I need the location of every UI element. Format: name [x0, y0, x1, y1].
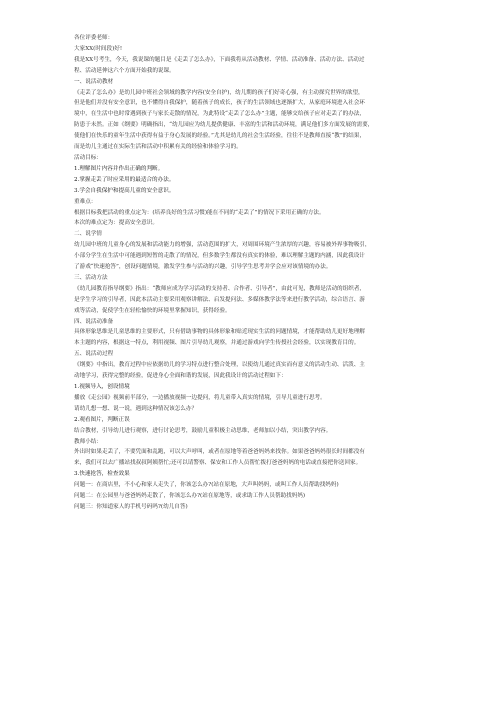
paragraph-line: 本次的难点定为：提高安全意识。 [74, 220, 158, 227]
greeting-line: 各位评委老师： [74, 35, 114, 41]
section-heading: 一、说活动教材 [74, 78, 114, 85]
question-line: 问题二：在公园里与爸爸妈妈走散了，你该怎么办?(站在原地等，或求助工作人员帮助找妈妈) [74, 493, 306, 500]
paragraph-line: 是学生学习的引导者，因此本活动主要采用观察讲解法、启发提问法、多媒体教学法等来进行教学活动，综合语言、游 [74, 296, 365, 303]
paragraph-line: 小部分学生在生活中可能遇到短暂的走散了的情况，但多数学生都没有真实的体验，难以理解主题的内涵，因此我设计 [74, 253, 365, 260]
paragraph-line: 播放《走公园》视频前半部分，一边播放视频一边提问，将儿童带入真实的情境，引导儿童进行思考。 [74, 394, 326, 401]
paragraph-line: 幼儿园中班的儿童身心的发展和活动能力的增强，活动范围的扩大，对周围环境产生浓厚的兴趣，容易被外界事物吸引， [74, 242, 371, 249]
section-heading: 五、说活动过程 [74, 351, 114, 358]
paragraph-line: 而是幼儿主通过在实际生活和活动中积累有关的经验和体验学习的。 [74, 144, 242, 151]
paragraph-line: 根据目标我把活动的重点定为：(培养良好的生活习惯)能在不同的“走丢了”的情况下采用正确的方法。 [74, 209, 325, 216]
question-line: 问题三：你知道家人的手机号码吗?(幼儿自答) [74, 503, 188, 510]
intro-line: 我是XX号考生，今天，我说课的题目是《走丢了怎么办》，下面我将从活动教材、学情、活动准备、活动方法、活动过 [74, 56, 365, 63]
list-item: 2.掌握走丢了时应采用的最适合的办法。 [74, 176, 175, 183]
paragraph-line: 本主题的内容，根据这一特点，利用视频、图片引导幼儿观察，并通过游戏向学生传授社会经验，以实现教育目的。 [74, 340, 360, 347]
paragraph-line: 防患于未然。正如《纲要》明确指出，“幼儿园应为幼儿提供健康、丰富的生活和活动环境，满足他们多方面发展的需要， [74, 122, 374, 129]
step-heading: 3.快速抢答，检查效果 [74, 471, 130, 478]
intro-line: 程、活动延伸这六个方面开始我的说课。 [74, 67, 175, 74]
section-heading: 二、说学情 [74, 231, 102, 238]
section-heading: 三、活动方法 [74, 274, 108, 281]
paragraph-line: 来，我们可以去广播站找叔叔阿姨帮忙;还可以请警察、保安和工作人员帮忙拨打爸爸妈妈的电话或直接把你送回家。 [74, 460, 362, 467]
paragraph-line: 使他们在快乐的童年生活中获得有益于身心发展的经验。”尤其是幼儿的社会生活经验，往往不是教师直接“教”的结果， [74, 133, 366, 140]
paragraph-line: 但是他们并没有安全意识，也不懂得自我保护，随着孩子的成长，孩子的生活领域也逐渐扩大，从家庭环境进入社会环 [74, 100, 365, 107]
paragraph-line: 结合教材，引导幼儿进行观察，进行讨论思考，鼓励儿童积极主动思维，老师加以小结，突出教学内容。 [74, 427, 332, 434]
step-heading: 1.视频导入，创设情境 [74, 384, 130, 390]
step-heading: 2.观看图片，判断正误 [74, 416, 130, 423]
paragraph-line: 境中，在生活中也时常遇到孩子与家长走散的情况，为此特设“走丢了怎么办”主题，能够交给孩子应对走丢了的办法， [74, 111, 366, 118]
paragraph-line: 了游戏“快速抢答”，创设问题情境，激发学生参与活动的兴趣，引导学生思考并学会应对该情境的办法。 [74, 264, 332, 271]
paragraph-line: 《纲要》中指出，教育过程中应依据幼儿的学习特点进行整合处理，以使幼儿通过真实而有意义的活动生动、活泼、主 [74, 362, 365, 369]
subheading: 教师小结： [74, 438, 102, 445]
subheading: 活动目标： [74, 154, 102, 161]
paragraph-line: 具体形象思维是儿童思维的主要形式，只有借助事物的具体形象和贴近现实生活的问题情境，才能帮助幼儿更好地理解 [74, 329, 365, 336]
subheading: 重难点： [74, 198, 97, 205]
greeting-line: 大家XX(时间段)好! [74, 45, 123, 52]
document-page [74, 33, 434, 513]
paragraph-line: 戏等活动，促使学生在轻松愉快的环境里掌握知识，获得经验。 [74, 307, 231, 314]
paragraph-line: 《幼儿园教育指导纲要》指出：“教师应成为学习活动的支持者、合作者、引导者”，由此可见，教师是活动的组织者， [74, 285, 366, 292]
paragraph-line: 《走丢了怎么办》是幼儿园中班社会领域的教学内容(安全自护)，幼儿期的孩子们好奇心强，有主动探究世界的欲望， [74, 89, 364, 96]
paragraph-line: 外出时如果走丢了，不要凭面和乱跑，可以大声呼叫，或者在原地等着爸爸妈妈来找你。如果爸爸妈妈很长时间都没有 [74, 449, 365, 456]
paragraph-line: 动地学习，获得完整的经验，促进身心全面和谐的发展，因此我设计的活动过程如下： [74, 373, 287, 380]
paragraph-line: 请幼儿想一想、说一说，遇到这种情况该怎么办？ [74, 405, 198, 412]
list-item: 1.理解图片内容并作出正确的判断。 [74, 165, 164, 172]
question-line: 问题一：在商店里，不小心和家人走失了，你该怎么办?(站在原地，大声叫妈妈，或叫工作人员帮助找妈妈) [74, 482, 339, 489]
section-heading: 四、说活动准备 [74, 318, 114, 325]
list-item: 3.学会自我保护和提高儿童的安全意识。 [74, 187, 175, 194]
